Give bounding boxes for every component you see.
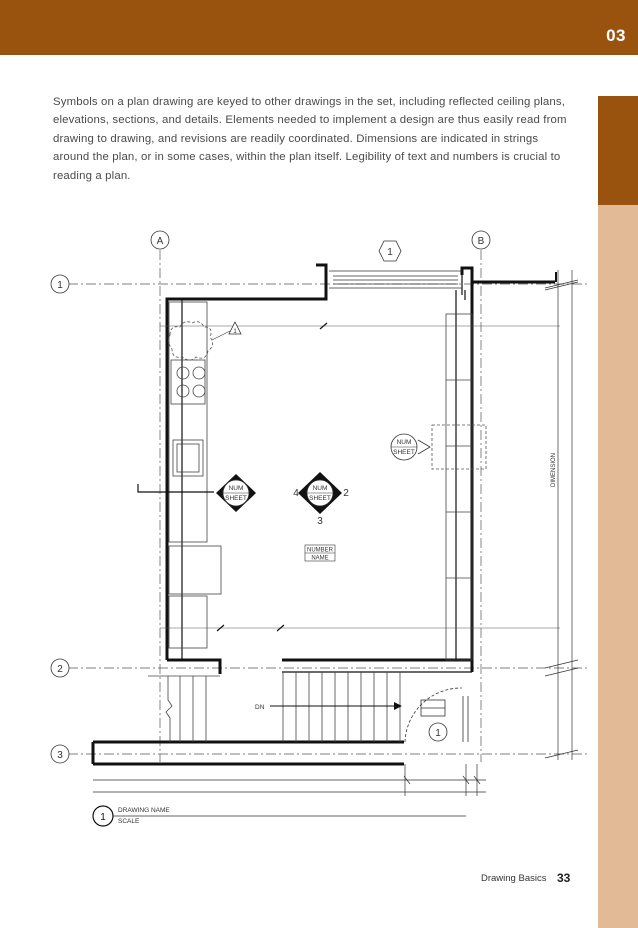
svg-text:NUM: NUM <box>228 485 244 492</box>
revision-mark <box>212 322 241 340</box>
svg-text:DRAWING NAME: DRAWING NAME <box>118 807 170 814</box>
chapter-number: 03 <box>606 26 626 45</box>
svg-text:3: 3 <box>57 750 63 761</box>
elevation-marker <box>391 434 430 460</box>
grid-bubble-a <box>151 231 169 249</box>
svg-text:SHEET: SHEET <box>393 449 415 456</box>
svg-text:1: 1 <box>233 329 237 335</box>
elevation-key-hexagon <box>379 241 401 261</box>
svg-text:1: 1 <box>57 280 63 291</box>
footer-section-title: Drawing Basics <box>481 873 547 884</box>
window <box>329 271 462 288</box>
svg-text:2: 2 <box>57 664 63 675</box>
grid-bubble-3 <box>51 745 69 763</box>
svg-text:1: 1 <box>387 247 393 258</box>
stair-treads <box>148 672 400 742</box>
svg-text:NAME: NAME <box>311 555 329 562</box>
svg-text:SHEET: SHEET <box>309 495 331 502</box>
svg-text:3: 3 <box>317 516 323 527</box>
svg-text:NUM: NUM <box>312 485 328 492</box>
stair-arrow <box>255 702 402 711</box>
bottom-dimension <box>93 764 486 796</box>
dimension-string <box>545 270 578 760</box>
svg-text:NUM: NUM <box>396 439 412 446</box>
grid-lines <box>68 250 590 762</box>
svg-text:DN: DN <box>255 704 265 711</box>
svg-text:A: A <box>156 236 164 247</box>
dashed-elements <box>168 322 486 469</box>
grid-bubble-2 <box>51 659 69 677</box>
svg-text:1: 1 <box>435 728 441 739</box>
detail-key <box>429 723 447 741</box>
walls <box>93 265 555 764</box>
intro-paragraph: Symbols on a plan drawing are keyed to other drawings in the set, including reflected ceiling plans, elevations, sections, and details. Elements needed to implement a design are thus easily read from drawing to drawing, and revisions are readily coordinated. Dimensions are indicated in strings around the plan, or in some cases, within the plan itself. Legibility of text and numbers is crucial to reading a plan. <box>53 96 567 182</box>
svg-text:SHEET: SHEET <box>225 495 247 502</box>
interior-elevation-symbol <box>293 472 349 527</box>
dimension-label: DIMENSION <box>551 452 557 488</box>
svg-text:NUMBER: NUMBER <box>306 547 334 554</box>
drawing-title-block <box>93 806 466 826</box>
svg-text:4: 4 <box>293 488 299 499</box>
grid-bubble-b <box>472 231 490 249</box>
section-symbol <box>138 474 256 512</box>
room-tag <box>305 545 335 562</box>
page-number: 33 <box>557 871 571 885</box>
grid-bubble-1 <box>51 275 69 293</box>
svg-text:1: 1 <box>100 812 106 823</box>
svg-text:B: B <box>477 236 485 247</box>
svg-text:2: 2 <box>343 488 349 499</box>
svg-text:SCALE: SCALE <box>118 818 140 825</box>
wall-details <box>182 275 472 672</box>
